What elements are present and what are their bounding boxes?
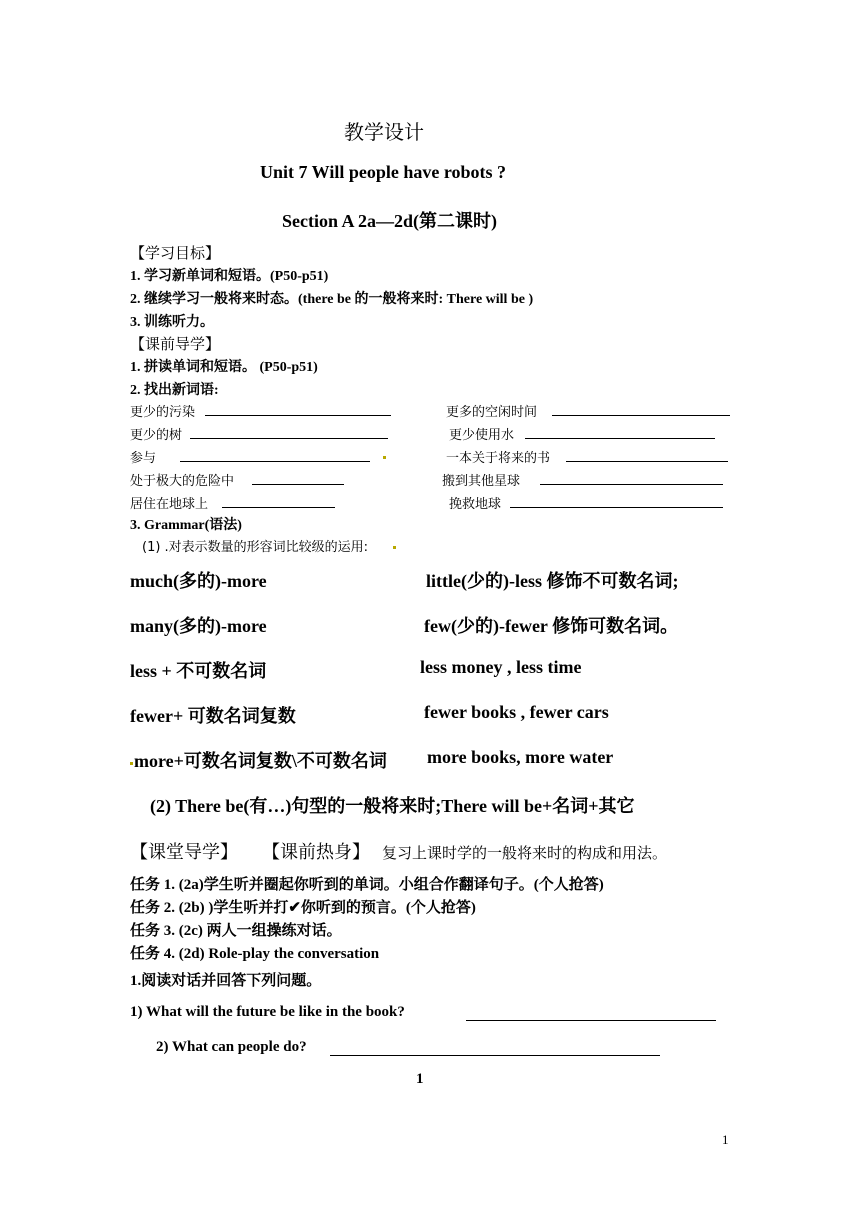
vocab-right-3: 一本关于将来的书 [446,451,551,466]
grammar-row-2-right: few(少的)-fewer 修饰可数名词。 [424,616,679,636]
vocab-right-4: 搬到其他星球 [442,474,521,489]
grammar-row-3-right: less money , less time [420,657,582,677]
blank-line[interactable] [566,461,728,462]
goal-item-3: 3. 训练听力。 [130,315,214,330]
blank-line[interactable] [190,438,388,439]
stray-mark [130,762,133,765]
preview-header: 【课前导学】 [130,335,221,353]
question-1: 1) What will the future be like in the book? [130,1004,405,1020]
class-header-2-text: 复习上课时学的一般将来时的构成和用法。 [382,844,668,862]
section-title: Section A 2a—2d(第二课时) [282,211,498,231]
blank-line[interactable] [540,484,723,485]
grammar-row-4-left: fewer+ 可数名词复数 [130,706,296,726]
task-2: 任务 2. (2b) )学生听并打✔你听到的预言。(个人抢答) [130,900,476,916]
vocab-left-5: 居住在地球上 [130,497,209,512]
vocab-left-2: 更少的树 [130,428,183,443]
grammar-row-1-right: little(少的)-less 修饰不可数名词; [426,571,679,591]
answer-line[interactable] [466,1020,716,1021]
page-number-corner: 1 [722,1132,729,1147]
blank-line[interactable] [180,461,370,462]
vocab-right-2: 更少使用水 [449,428,515,443]
unit-title: Unit 7 Will people have robots ? [260,162,507,182]
class-header-1: 【课堂导学】 [130,842,238,863]
goal-item-1: 1. 学习新单词和短语。(P50-p51) [130,269,329,284]
grammar-row-5-left: more+可数名词复数\不可数名词 [134,751,387,771]
blank-line[interactable] [525,438,715,439]
grammar-row-1-left: much(多的)-more [130,571,267,591]
grammar-row-4-right: fewer books , fewer cars [424,702,609,722]
preview-item-1: 1. 拼读单词和短语。 (P50-p51) [130,360,318,375]
blank-line[interactable] [510,507,723,508]
vocab-right-5: 挽救地球 [449,497,502,512]
grammar-header: 3. Grammar(语法) [130,518,242,533]
question-2: 2) What can people do? [156,1039,307,1055]
blank-line[interactable] [222,507,335,508]
task-3: 任务 3. (2c) 两人一组操练对话。 [130,923,342,939]
answer-line[interactable] [330,1055,660,1056]
vocab-left-1: 更少的污染 [130,405,196,420]
blank-line[interactable] [552,415,730,416]
goal-item-2: 2. 继续学习一般将来时态。(there be 的一般将来时: There will be ) [130,292,534,307]
blank-line[interactable] [252,484,344,485]
class-header-2: 【课前热身】 [262,842,370,863]
grammar-sub-2: (2) There be(有…)句型的一般将来时;There will be+名词+其它 [150,796,635,816]
task-4: 任务 4. (2d) Role-play the conversation [130,946,380,962]
grammar-row-2-left: many(多的)-more [130,616,267,636]
stray-mark [383,456,386,459]
page-number-center: 1 [416,1071,424,1087]
learning-goals-header: 【学习目标】 [130,244,221,262]
stray-mark [393,546,396,549]
grammar-row-3-left: less + 不可数名词 [130,661,267,681]
blank-line[interactable] [205,415,391,416]
reading-header: 1.阅读对话并回答下列问题。 [130,973,322,989]
page-title: 教学设计 [344,120,424,144]
vocab-left-4: 处于极大的危险中 [130,474,235,489]
grammar-sub-1: (1) .对表示数量的形容词比较级的运用: [142,540,369,555]
task-1: 任务 1. (2a)学生听并圈起你听到的单词。小组合作翻译句子。(个人抢答) [130,877,604,893]
vocab-left-3: 参与 [130,451,157,466]
grammar-row-5-right: more books, more water [427,747,614,767]
preview-item-2: 2. 找出新词语: [130,383,219,398]
vocab-right-1: 更多的空闲时间 [446,405,538,420]
